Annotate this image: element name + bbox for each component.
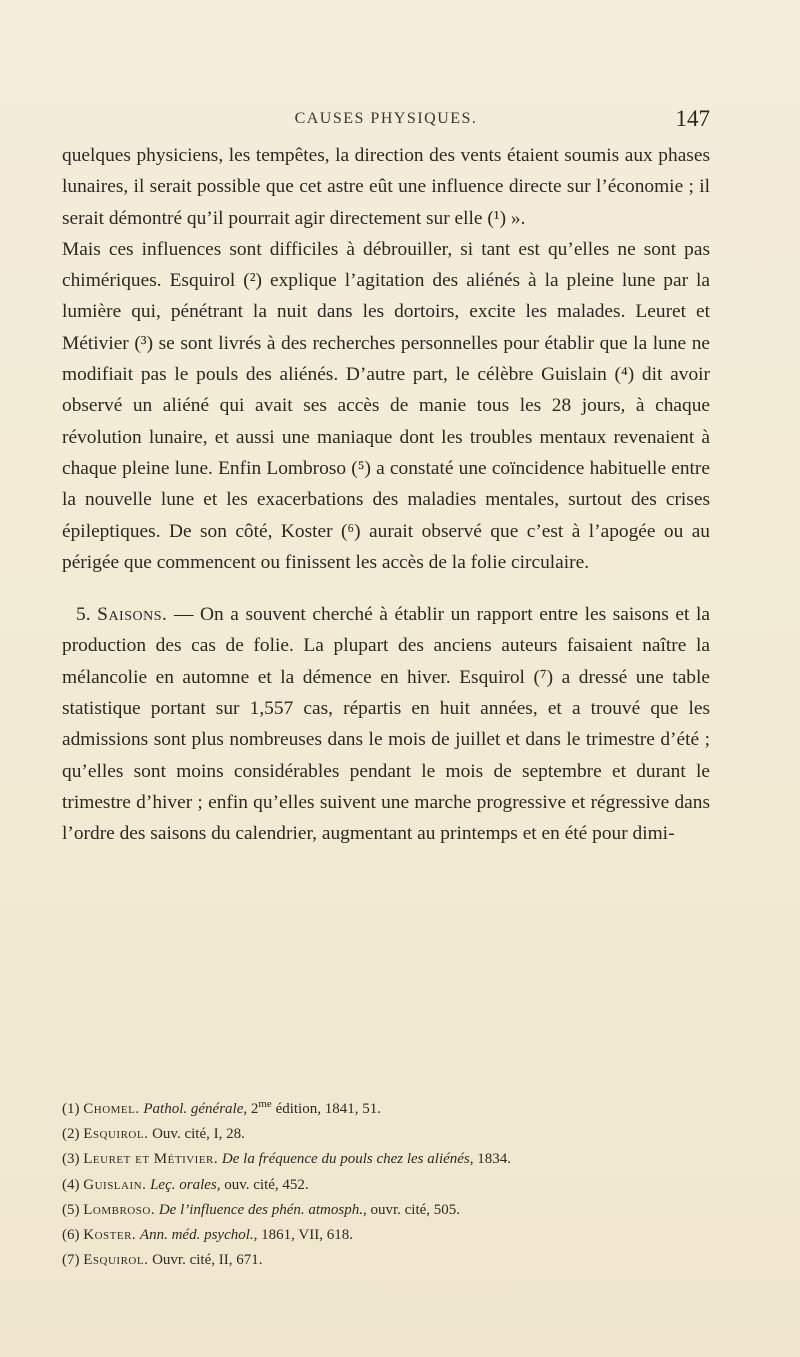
- main-text: [62, 140, 710, 850]
- footnote: (4) Guislain. Leç. orales, ouv. cité, 452.: [62, 1176, 309, 1193]
- footnote: (3) Leuret et Métivier. De la fréquence du pouls chez les aliénés, 1834.: [62, 1151, 512, 1168]
- footnote: (5) Lombroso. De l’influence des phén. atmosph., ouvr. cité, 505.: [62, 1201, 461, 1218]
- footnote: (2) Esquirol. Ouv. cité, I, 28.: [62, 1126, 245, 1143]
- section-number: 5.: [76, 604, 91, 626]
- footnote: (1) Chomel. Pathol. générale, $2^{me}$ édition, 1841, 51.: [62, 1098, 381, 1117]
- footnote: (7) Esquirol. Ouvr. cité, II, 671.: [62, 1252, 263, 1269]
- footnotes: [62, 1097, 710, 1273]
- running-head: [62, 106, 710, 134]
- footnote: (6) Koster. Ann. méd. psychol., 1861, VII, 618.: [62, 1227, 353, 1244]
- paragraph-continuation: quelques physiciens, les tempêtes, la direction des vents étaient soumis aux phases lunaires, il serait possible que cet astre eût une influence directe sur l’économie ; il serait démontré qu’il pourrait agir directement sur elle (¹) ».: [62, 145, 710, 229]
- section-heading: Saisons.: [97, 604, 168, 626]
- section-body: On a souvent cherché à établir un rapport entre les saisons et la production des cas de folie. La plupart des anciens auteurs faisaient naître la mélancolie en automne et la démence en hiver. Esquirol (⁷) a dressé une table statistique portant sur 1,557 cas, répartis en huit années, et a trouvé que les admissions sont plus nombreuses dans le mois de juillet et dans le trimestre d’été ; qu’elles sont moins considérables pendant le mois de septembre et durant le trimestre d’hiver ; enfin qu’elles suivent une marche progressive et régressive dans l’ordre des saisons du calendrier, augmentant au printemps et en été pour dimi-: [62, 604, 710, 845]
- page-number: 147: [675, 106, 710, 131]
- section-dash: —: [173, 604, 194, 626]
- paragraph-seasons: [62, 599, 710, 849]
- running-title: CAUSES PHYSIQUES.: [294, 110, 478, 127]
- paragraph-moon-influences: Mais ces influences sont difficiles à débrouiller, si tant est qu’elles ne sont pas chimériques. Esquirol (²) explique l’agitation des aliénés à la pleine lune par la lumière qui, pénétrant la nuit dans les dortoirs, excite les malades. Leuret et Métivier (³) se sont livrés à des recherches personnelles pour établir que la lune ne modifiait pas le pouls des aliénés. D’autre part, le célèbre Guislain (⁴) dit avoir observé un aliéné qui avait ses accès de manie tous les 28 jours, à chaque révolution lunaire, et aussi une maniaque dont les troubles mentaux revenaient à chaque pleine lune. Enfin Lombroso (⁵) a constaté une coïncidence habituelle entre la nouvelle lune et les exacerbations des maladies mentales, surtout des crises épileptiques. De son côté, Koster (⁶) aurait observé que c’est à l’apogée ou au périgée que commencent ou finissent les accès de la folie circulaire.: [62, 238, 710, 573]
